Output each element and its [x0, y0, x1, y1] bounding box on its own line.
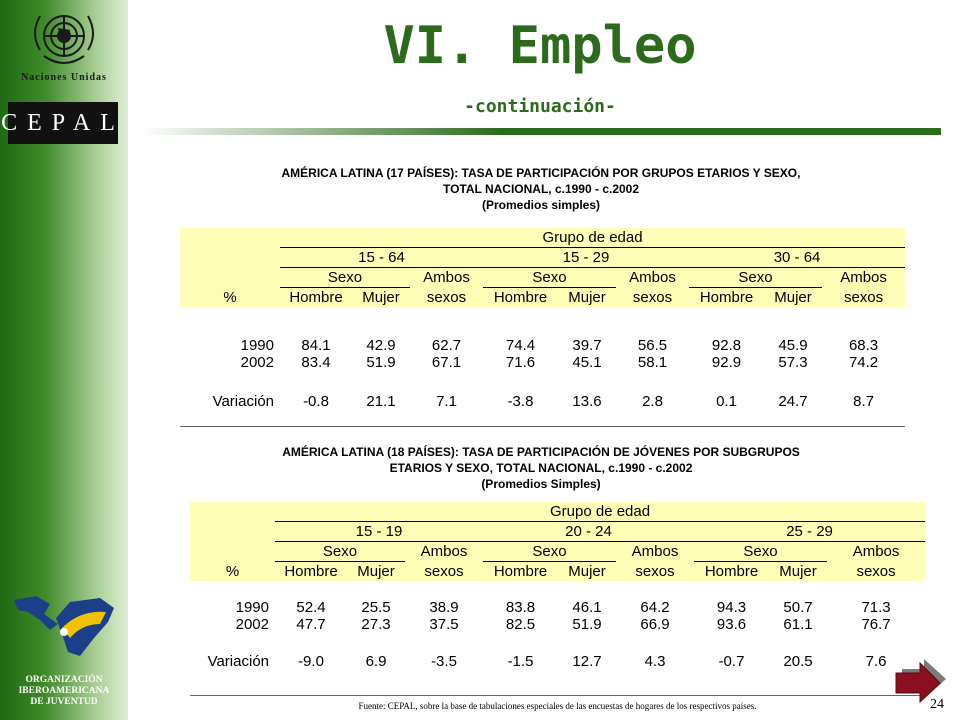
table2-caption-line3: (Promedios Simples) — [481, 477, 601, 491]
table2-mujer-3: Mujer — [769, 562, 827, 582]
table2-sexos-2: sexos — [616, 562, 694, 582]
table1-mujer-1: Mujer — [352, 288, 410, 308]
table2 — [190, 502, 925, 670]
table-row: 1990 84.1 42.9 62.7 74.4 39.7 56.5 92.8 45.9 68.3 — [240, 337, 879, 354]
table2-sexo-1: Sexo — [275, 542, 405, 562]
table2-group-3: 25 - 29 — [694, 522, 925, 542]
table2-ambos-3: Ambos — [827, 542, 925, 562]
table1-sexos-1: sexos — [410, 288, 483, 308]
table1-sexos-2: sexos — [616, 288, 689, 308]
table2-hombre-2: Hombre — [483, 562, 558, 582]
table1-group-header: Grupo de edad — [280, 228, 905, 248]
table1-group-1: 15 - 64 — [280, 248, 483, 268]
page-subtitle: -continuación- — [464, 96, 616, 117]
cepal-logo: CEPAL — [8, 102, 118, 144]
un-logo-text: Naciones Unidas — [21, 72, 107, 83]
source-note: Fuente: CEPAL, sobre la base de tabulaciones especiales de las encuestas de hogares de los respectivos países. — [358, 701, 757, 711]
table-row: Variación -0.8 21.1 7.1 -3.8 13.6 2.8 0.1 24.7 8.7 — [212, 393, 874, 410]
table1-corner-label: % — [180, 288, 280, 308]
table2-caption-line1: AMÉRICA LATINA (18 PAÍSES): TASA DE PARTICIPACIÓN DE JÓVENES POR SUBGRUPOS — [282, 445, 800, 459]
table2-bottom-rule — [190, 695, 925, 696]
table2-sexo-3: Sexo — [694, 542, 827, 562]
oij-text-line3: DE JUVENTUD — [30, 697, 98, 707]
table1 — [180, 228, 905, 427]
table2-sexo-2: Sexo — [483, 542, 616, 562]
table2-caption-line2: ETARIOS Y SEXO, TOTAL NACIONAL, c.1990 - c.2002 — [389, 461, 693, 475]
sidebar — [0, 0, 128, 720]
table2-caption — [176, 444, 906, 492]
un-emblem-icon — [26, 6, 102, 72]
oij-logo-text — [0, 675, 128, 708]
table1-mujer-2: Mujer — [558, 288, 616, 308]
table1-sexo-3: Sexo — [689, 268, 822, 288]
table1-ambos-3: Ambos — [822, 268, 905, 288]
table1-sexo-1: Sexo — [280, 268, 410, 288]
table2-group-header: Grupo de edad — [275, 502, 925, 522]
oij-text-line1: ORGANIZACIÓN — [25, 675, 103, 685]
table1-group-3: 30 - 64 — [689, 248, 905, 268]
table2-sexos-3: sexos — [827, 562, 925, 582]
table-row: 2002 83.4 51.9 67.1 71.6 45.1 58.1 92.9 57.3 74.2 — [240, 354, 879, 371]
table-row: Variación -9.0 6.9 -3.5 -1.5 12.7 4.3 -0.7 20.5 7.6 — [207, 653, 887, 670]
oij-text-line2: IBEROAMERICANA — [18, 686, 110, 696]
oij-map-icon — [10, 594, 118, 664]
page-number: 24 — [930, 697, 944, 712]
table2-hombre-3: Hombre — [694, 562, 769, 582]
table1-sexos-3: sexos — [822, 288, 905, 308]
table2-mujer-1: Mujer — [347, 562, 405, 582]
table1-mujer-3: Mujer — [764, 288, 822, 308]
table1-sexo-2: Sexo — [483, 268, 616, 288]
table1-ambos-2: Ambos — [616, 268, 689, 288]
table-row: 1990 52.4 25.5 38.9 83.8 46.1 64.2 94.3 50.7 71.3 — [235, 599, 891, 616]
table2-hombre-1: Hombre — [275, 562, 347, 582]
table1-ambos-1: Ambos — [410, 268, 483, 288]
table1-hombre-1: Hombre — [280, 288, 352, 308]
table1-group-2: 15 - 29 — [483, 248, 689, 268]
table1-corner — [180, 228, 280, 248]
page-title: VI. Empleo — [383, 16, 697, 76]
table2-mujer-2: Mujer — [558, 562, 616, 582]
table1-caption — [176, 165, 906, 213]
table1-caption-line3: (Promedios simples) — [481, 198, 601, 212]
table1-caption-line2: TOTAL NACIONAL, c.1990 - c.2002 — [442, 182, 640, 196]
table2-corner — [190, 502, 275, 522]
table2-ambos-2: Ambos — [616, 542, 694, 562]
table2-ambos-1: Ambos — [405, 542, 483, 562]
table2-corner-label: % — [190, 562, 275, 582]
table2-group-1: 15 - 19 — [275, 522, 483, 542]
table1-hombre-2: Hombre — [483, 288, 558, 308]
table1-caption-line1: AMÉRICA LATINA (17 PAÍSES): TASA DE PARTICIPACIÓN POR GRUPOS ETARIOS Y SEXO, — [281, 166, 801, 180]
table2-sexos-1: sexos — [405, 562, 483, 582]
title-divider — [141, 128, 941, 135]
table1-hombre-3: Hombre — [689, 288, 764, 308]
next-arrow-icon[interactable] — [894, 655, 948, 703]
table2-group-2: 20 - 24 — [483, 522, 694, 542]
table-row: 2002 47.7 27.3 37.5 82.5 51.9 66.9 93.6 61.1 76.7 — [235, 616, 891, 633]
